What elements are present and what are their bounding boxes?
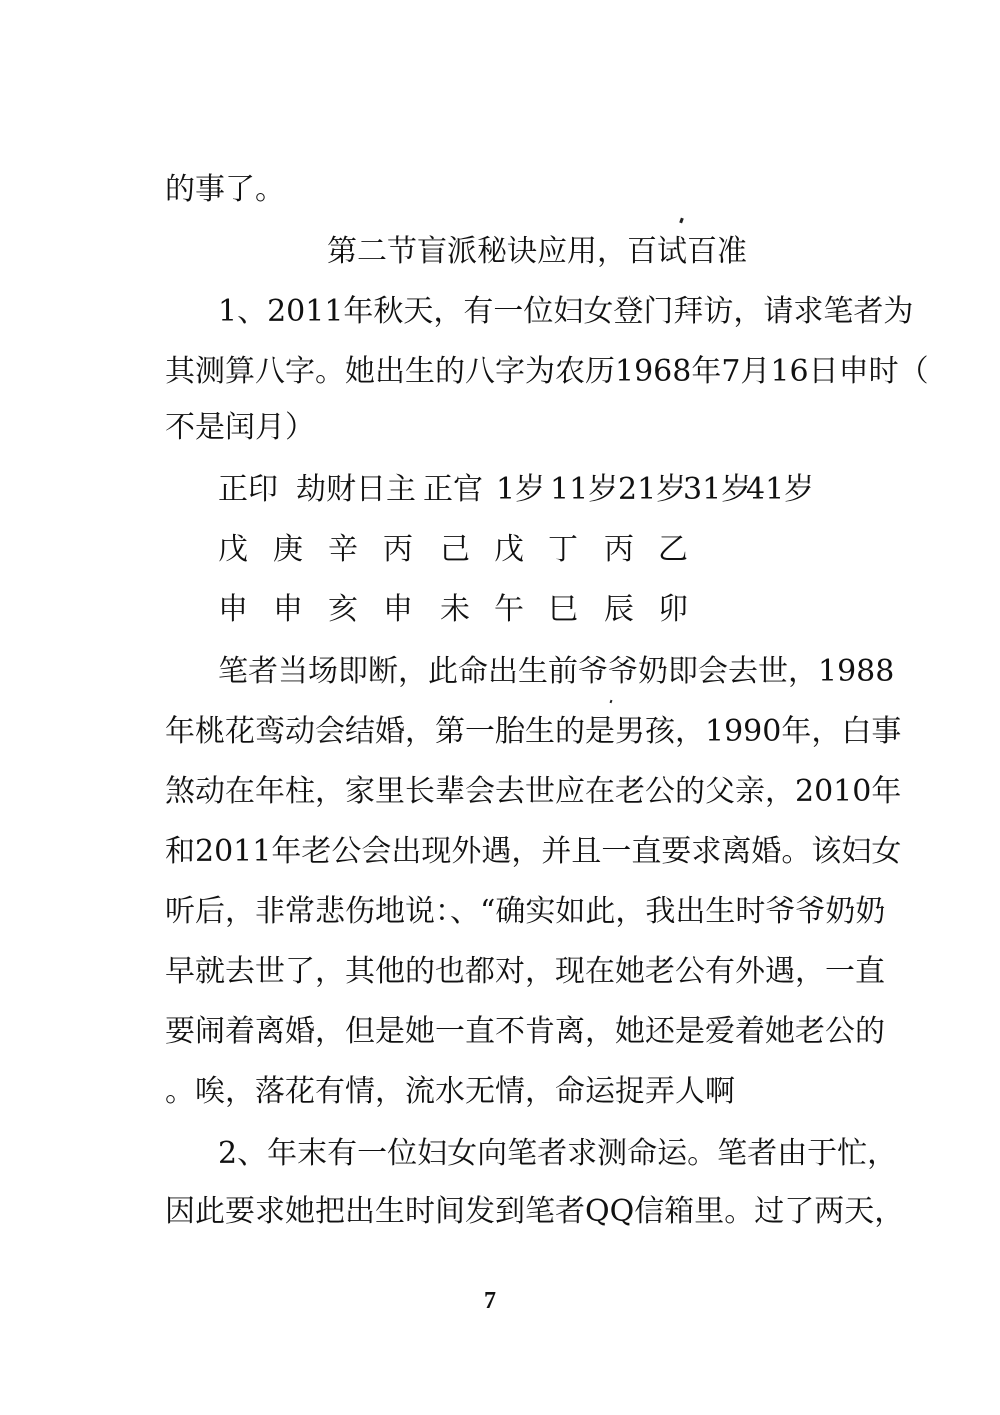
bazi-branch: 午 [494, 592, 524, 627]
bazi-branch: 申 [273, 592, 303, 627]
scan-speck [679, 218, 684, 224]
bazi-stem: 己 [440, 532, 470, 567]
bazi-branch: 申 [383, 592, 413, 627]
bazi-stem: 辛 [328, 532, 358, 567]
bazi-stem: 丙 [383, 532, 413, 567]
analysis-line-2: 年桃花鸾动会结婚，第一胎生的是男孩，1990年，白事 [165, 714, 902, 749]
bazi-label: 41岁 [746, 472, 815, 507]
bazi-row-stems [218, 530, 818, 570]
analysis-line-6: 早就去世了，其他的也都对，现在她老公有外遇，一直 [165, 954, 885, 989]
bazi-label: 正官 [423, 472, 483, 507]
section-heading: 第二节盲派秘诀应用，百试百准 [327, 234, 747, 269]
paragraph-continuation: 的事了。 [165, 172, 285, 207]
bazi-label: 11岁 [550, 472, 619, 507]
analysis-line-3: 煞动在年柱，家里长辈会去世应在老公的父亲，2010年 [165, 774, 902, 809]
bazi-stem: 丙 [604, 532, 634, 567]
analysis-line-1: 笔者当场即断，此命出生前爷爷奶即会去世，1988 [218, 654, 895, 689]
bazi-stem: 戊 [218, 532, 248, 567]
bazi-label: 1岁 [496, 472, 546, 507]
bazi-branch: 巳 [548, 592, 578, 627]
bazi-branch: 申 [218, 592, 248, 627]
analysis-line-5: 听后，非常悲伤地说：、“确实如此，我出生时爷爷奶奶 [165, 894, 886, 929]
bazi-branch: 未 [440, 592, 470, 627]
bazi-row-labels [218, 470, 818, 510]
analysis-line-4: 和2011年老公会出现外遇，并且一直要求离婚。该妇女 [165, 834, 902, 869]
analysis-line-8: 。唉，落花有情，流水无情，命运捉弄人啊 [165, 1074, 735, 1109]
analysis-line-7: 要闹着离婚，但是她一直不肯离，她还是爱着她老公的 [165, 1014, 885, 1049]
case-1-line-2: 其测算八字。她出生的八字为农历1968年7月16日申时（ [165, 354, 929, 389]
bazi-label: 正印 [218, 472, 278, 507]
bazi-stem: 庚 [273, 532, 303, 567]
page-number: 7 [484, 1288, 496, 1314]
bazi-row-branches [218, 590, 818, 630]
bazi-label: 31岁 [683, 472, 752, 507]
bazi-label: 日主 [356, 472, 416, 507]
bazi-branch: 亥 [328, 592, 358, 627]
bazi-stem: 丁 [548, 532, 578, 567]
bazi-label: 21岁 [618, 472, 687, 507]
case-1-line-1: 1、2011年秋天，有一位妇女登门拜访，请求笔者为 [218, 294, 914, 329]
case-2-line-1: 2、年末有一位妇女向笔者求测命运。笔者由于忙， [218, 1136, 898, 1171]
bazi-label: 劫财 [296, 472, 356, 507]
bazi-stem: 戊 [494, 532, 524, 567]
case-2-line-2: 因此要求她把出生时间发到笔者QQ信箱里。过了两天， [165, 1194, 905, 1229]
scan-speck [610, 700, 613, 704]
bazi-branch: 卯 [658, 592, 688, 627]
bazi-stem: 乙 [658, 532, 688, 567]
case-1-line-3: 不是闰月） [165, 410, 315, 445]
bazi-branch: 辰 [604, 592, 634, 627]
